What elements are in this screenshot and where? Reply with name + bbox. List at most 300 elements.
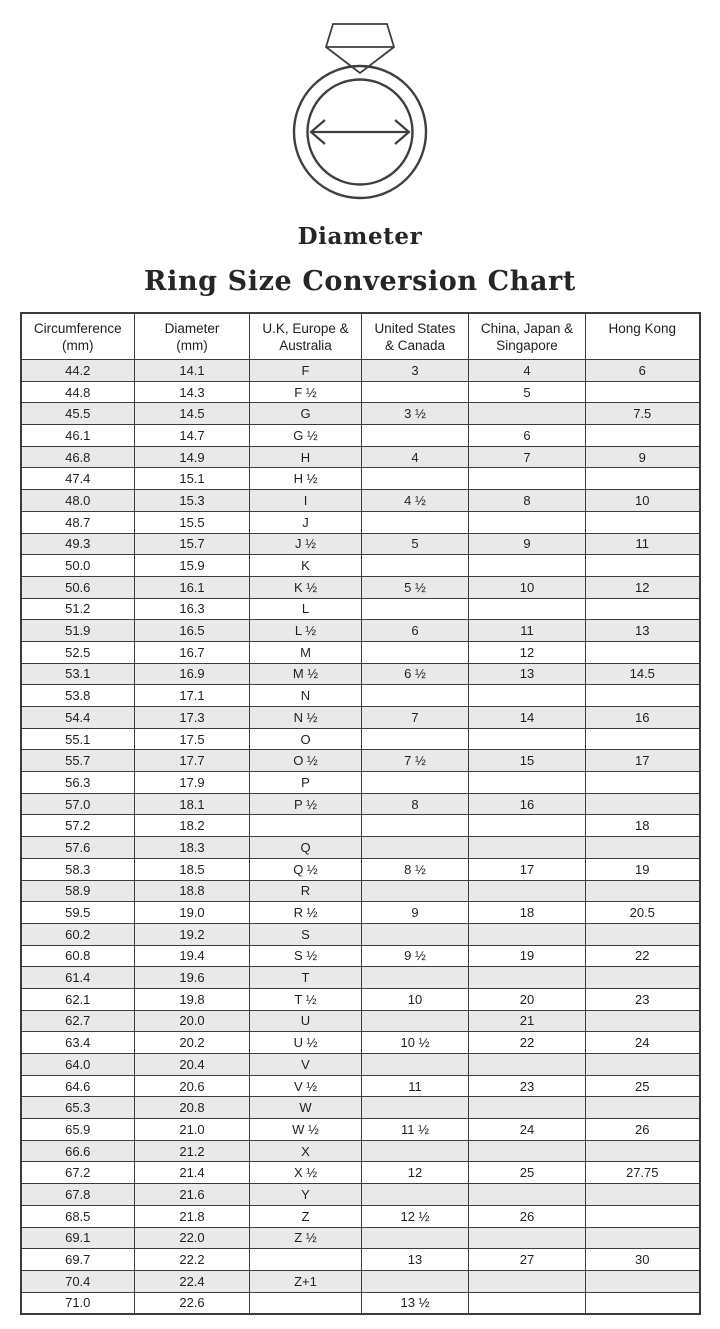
cell-circumference-mm: 69.7 — [21, 1249, 135, 1271]
cell-hong-kong: 13 — [586, 620, 700, 642]
cell-diameter-mm: 18.8 — [135, 880, 250, 902]
cell-circumference-mm: 49.3 — [21, 533, 135, 555]
cell-diameter-mm: 19.6 — [135, 967, 250, 989]
cell-hong-kong — [586, 728, 700, 750]
cell-china-japan-singapore — [469, 772, 586, 794]
cell-uk-europe-australia: M — [250, 641, 362, 663]
table-row — [21, 1075, 700, 1097]
cell-circumference-mm: 66.6 — [21, 1140, 135, 1162]
cell-us-canada: 9 — [362, 902, 469, 924]
cell-china-japan-singapore — [469, 1054, 586, 1076]
cell-china-japan-singapore: 8 — [469, 490, 586, 512]
col-header-china-japan-singapore: China, Japan & Singapore — [469, 313, 586, 360]
cell-diameter-mm: 18.5 — [135, 858, 250, 880]
cell-china-japan-singapore: 24 — [469, 1119, 586, 1141]
cell-hong-kong: 22 — [586, 945, 700, 967]
cell-us-canada — [362, 1054, 469, 1076]
cell-uk-europe-australia: X — [250, 1140, 362, 1162]
cell-circumference-mm: 64.6 — [21, 1075, 135, 1097]
cell-uk-europe-australia: R — [250, 880, 362, 902]
cell-china-japan-singapore — [469, 728, 586, 750]
col-header-uk-europe-australia: U.K, Europe & Australia — [250, 313, 362, 360]
cell-us-canada: 9 ½ — [362, 945, 469, 967]
table-row — [21, 468, 700, 490]
cell-china-japan-singapore — [469, 1097, 586, 1119]
cell-hong-kong — [586, 511, 700, 533]
cell-china-japan-singapore — [469, 511, 586, 533]
table-row — [21, 880, 700, 902]
table-row — [21, 1205, 700, 1227]
cell-diameter-mm: 20.0 — [135, 1010, 250, 1032]
cell-china-japan-singapore: 4 — [469, 360, 586, 382]
cell-hong-kong: 23 — [586, 988, 700, 1010]
cell-uk-europe-australia: L — [250, 598, 362, 620]
table-row — [21, 902, 700, 924]
table-row — [21, 381, 700, 403]
cell-china-japan-singapore: 26 — [469, 1205, 586, 1227]
cell-hong-kong — [586, 1140, 700, 1162]
cell-circumference-mm: 48.0 — [21, 490, 135, 512]
cell-hong-kong: 24 — [586, 1032, 700, 1054]
table-row — [21, 598, 700, 620]
cell-uk-europe-australia: W — [250, 1097, 362, 1119]
cell-china-japan-singapore: 13 — [469, 663, 586, 685]
cell-uk-europe-australia — [250, 1292, 362, 1314]
cell-hong-kong: 17 — [586, 750, 700, 772]
cell-circumference-mm: 58.3 — [21, 858, 135, 880]
table-row — [21, 793, 700, 815]
cell-us-canada: 5 ½ — [362, 576, 469, 598]
cell-hong-kong: 16 — [586, 707, 700, 729]
cell-china-japan-singapore: 10 — [469, 576, 586, 598]
cell-uk-europe-australia: V ½ — [250, 1075, 362, 1097]
cell-us-canada — [362, 381, 469, 403]
cell-uk-europe-australia: G ½ — [250, 425, 362, 447]
cell-us-canada: 13 — [362, 1249, 469, 1271]
table-row — [21, 533, 700, 555]
cell-circumference-mm: 70.4 — [21, 1270, 135, 1292]
cell-uk-europe-australia: S — [250, 923, 362, 945]
cell-china-japan-singapore: 16 — [469, 793, 586, 815]
cell-uk-europe-australia: Q ½ — [250, 858, 362, 880]
cell-us-canada — [362, 511, 469, 533]
cell-uk-europe-australia: V — [250, 1054, 362, 1076]
cell-diameter-mm: 16.7 — [135, 641, 250, 663]
cell-china-japan-singapore: 12 — [469, 641, 586, 663]
cell-uk-europe-australia: Z ½ — [250, 1227, 362, 1249]
cell-china-japan-singapore — [469, 598, 586, 620]
cell-hong-kong — [586, 880, 700, 902]
cell-circumference-mm: 51.2 — [21, 598, 135, 620]
cell-diameter-mm: 19.0 — [135, 902, 250, 924]
cell-circumference-mm: 71.0 — [21, 1292, 135, 1314]
cell-us-canada: 6 — [362, 620, 469, 642]
table-row — [21, 490, 700, 512]
cell-us-canada: 13 ½ — [362, 1292, 469, 1314]
col-header-hong-kong: Hong Kong — [586, 313, 700, 360]
cell-us-canada — [362, 1010, 469, 1032]
cell-circumference-mm: 53.1 — [21, 663, 135, 685]
cell-china-japan-singapore: 22 — [469, 1032, 586, 1054]
cell-us-canada — [362, 1270, 469, 1292]
table-row — [21, 1249, 700, 1271]
table-row — [21, 1054, 700, 1076]
table-row — [21, 772, 700, 794]
table-row — [21, 620, 700, 642]
cell-china-japan-singapore: 27 — [469, 1249, 586, 1271]
cell-china-japan-singapore: 19 — [469, 945, 586, 967]
cell-us-canada — [362, 555, 469, 577]
table-row — [21, 663, 700, 685]
cell-diameter-mm: 20.2 — [135, 1032, 250, 1054]
cell-circumference-mm: 68.5 — [21, 1205, 135, 1227]
cell-diameter-mm: 15.5 — [135, 511, 250, 533]
cell-china-japan-singapore: 20 — [469, 988, 586, 1010]
cell-uk-europe-australia: F ½ — [250, 381, 362, 403]
cell-uk-europe-australia: O ½ — [250, 750, 362, 772]
cell-diameter-mm: 15.9 — [135, 555, 250, 577]
cell-uk-europe-australia: F — [250, 360, 362, 382]
cell-us-canada: 10 — [362, 988, 469, 1010]
cell-hong-kong — [586, 1270, 700, 1292]
cell-circumference-mm: 63.4 — [21, 1032, 135, 1054]
table-row — [21, 1119, 700, 1141]
cell-circumference-mm: 69.1 — [21, 1227, 135, 1249]
cell-circumference-mm: 67.8 — [21, 1184, 135, 1206]
cell-diameter-mm: 15.3 — [135, 490, 250, 512]
cell-hong-kong: 11 — [586, 533, 700, 555]
cell-circumference-mm: 57.2 — [21, 815, 135, 837]
cell-circumference-mm: 67.2 — [21, 1162, 135, 1184]
cell-china-japan-singapore — [469, 1270, 586, 1292]
table-row — [21, 815, 700, 837]
cell-hong-kong: 30 — [586, 1249, 700, 1271]
cell-diameter-mm: 22.4 — [135, 1270, 250, 1292]
cell-uk-europe-australia: Y — [250, 1184, 362, 1206]
cell-us-canada: 3 — [362, 360, 469, 382]
cell-circumference-mm: 62.7 — [21, 1010, 135, 1032]
cell-hong-kong — [586, 685, 700, 707]
cell-diameter-mm: 17.9 — [135, 772, 250, 794]
cell-uk-europe-australia — [250, 1249, 362, 1271]
cell-china-japan-singapore: 14 — [469, 707, 586, 729]
table-row — [21, 403, 700, 425]
cell-us-canada — [362, 1227, 469, 1249]
cell-diameter-mm: 20.8 — [135, 1097, 250, 1119]
cell-uk-europe-australia: S ½ — [250, 945, 362, 967]
cell-us-canada — [362, 425, 469, 447]
cell-circumference-mm: 48.7 — [21, 511, 135, 533]
cell-circumference-mm: 44.2 — [21, 360, 135, 382]
cell-diameter-mm: 21.2 — [135, 1140, 250, 1162]
cell-uk-europe-australia: N — [250, 685, 362, 707]
cell-circumference-mm: 46.8 — [21, 446, 135, 468]
cell-china-japan-singapore: 17 — [469, 858, 586, 880]
col-header-diameter-mm: Diameter (mm) — [135, 313, 250, 360]
cell-circumference-mm: 60.2 — [21, 923, 135, 945]
cell-circumference-mm: 64.0 — [21, 1054, 135, 1076]
table-row — [21, 360, 700, 382]
cell-uk-europe-australia: Q — [250, 837, 362, 859]
cell-diameter-mm: 21.4 — [135, 1162, 250, 1184]
cell-hong-kong: 10 — [586, 490, 700, 512]
cell-diameter-mm: 22.6 — [135, 1292, 250, 1314]
cell-circumference-mm: 52.5 — [21, 641, 135, 663]
cell-china-japan-singapore — [469, 1184, 586, 1206]
table-row — [21, 555, 700, 577]
table-row — [21, 576, 700, 598]
col-header-circumference-mm: Circumference (mm) — [21, 313, 135, 360]
cell-uk-europe-australia: Z — [250, 1205, 362, 1227]
cell-uk-europe-australia: G — [250, 403, 362, 425]
table-row — [21, 1270, 700, 1292]
cell-china-japan-singapore: 21 — [469, 1010, 586, 1032]
cell-us-canada: 10 ½ — [362, 1032, 469, 1054]
cell-circumference-mm: 55.1 — [21, 728, 135, 750]
cell-china-japan-singapore: 5 — [469, 381, 586, 403]
cell-us-canada: 12 ½ — [362, 1205, 469, 1227]
ring-size-conversion-table — [20, 312, 701, 1315]
cell-diameter-mm: 14.3 — [135, 381, 250, 403]
table-row — [21, 511, 700, 533]
cell-hong-kong: 14.5 — [586, 663, 700, 685]
cell-uk-europe-australia: J ½ — [250, 533, 362, 555]
cell-circumference-mm: 56.3 — [21, 772, 135, 794]
cell-us-canada: 8 ½ — [362, 858, 469, 880]
cell-hong-kong — [586, 1010, 700, 1032]
cell-china-japan-singapore — [469, 1227, 586, 1249]
cell-us-canada — [362, 468, 469, 490]
cell-us-canada: 4 — [362, 446, 469, 468]
cell-diameter-mm: 16.1 — [135, 576, 250, 598]
cell-us-canada — [362, 837, 469, 859]
cell-hong-kong — [586, 1054, 700, 1076]
cell-china-japan-singapore — [469, 880, 586, 902]
cell-china-japan-singapore: 11 — [469, 620, 586, 642]
cell-us-canada: 11 ½ — [362, 1119, 469, 1141]
cell-hong-kong: 25 — [586, 1075, 700, 1097]
table-row — [21, 728, 700, 750]
table-row — [21, 707, 700, 729]
cell-china-japan-singapore: 18 — [469, 902, 586, 924]
cell-circumference-mm: 54.4 — [21, 707, 135, 729]
cell-us-canada: 11 — [362, 1075, 469, 1097]
cell-us-canada: 5 — [362, 533, 469, 555]
cell-uk-europe-australia: H — [250, 446, 362, 468]
ring-diagram — [0, 0, 720, 200]
table-row — [21, 1097, 700, 1119]
cell-hong-kong — [586, 425, 700, 447]
cell-uk-europe-australia: H ½ — [250, 468, 362, 490]
cell-hong-kong: 26 — [586, 1119, 700, 1141]
cell-circumference-mm: 57.6 — [21, 837, 135, 859]
cell-diameter-mm: 17.5 — [135, 728, 250, 750]
cell-uk-europe-australia: T ½ — [250, 988, 362, 1010]
cell-diameter-mm: 14.9 — [135, 446, 250, 468]
col-header-us-canada: United States & Canada — [362, 313, 469, 360]
cell-circumference-mm: 47.4 — [21, 468, 135, 490]
cell-diameter-mm: 18.3 — [135, 837, 250, 859]
cell-uk-europe-australia: U ½ — [250, 1032, 362, 1054]
cell-uk-europe-australia: Z+1 — [250, 1270, 362, 1292]
table-row — [21, 858, 700, 880]
page-title: Ring Size Conversion Chart — [144, 266, 576, 297]
cell-hong-kong: 7.5 — [586, 403, 700, 425]
cell-us-canada — [362, 641, 469, 663]
cell-us-canada — [362, 815, 469, 837]
cell-circumference-mm: 53.8 — [21, 685, 135, 707]
cell-circumference-mm: 59.5 — [21, 902, 135, 924]
cell-us-canada: 12 — [362, 1162, 469, 1184]
cell-circumference-mm: 65.9 — [21, 1119, 135, 1141]
cell-hong-kong — [586, 381, 700, 403]
cell-us-canada — [362, 1097, 469, 1119]
cell-hong-kong: 6 — [586, 360, 700, 382]
cell-diameter-mm: 19.4 — [135, 945, 250, 967]
cell-diameter-mm: 18.1 — [135, 793, 250, 815]
cell-diameter-mm: 16.5 — [135, 620, 250, 642]
cell-us-canada — [362, 685, 469, 707]
cell-diameter-mm: 21.0 — [135, 1119, 250, 1141]
cell-uk-europe-australia: W ½ — [250, 1119, 362, 1141]
cell-china-japan-singapore — [469, 1292, 586, 1314]
cell-us-canada — [362, 728, 469, 750]
cell-uk-europe-australia: K ½ — [250, 576, 362, 598]
cell-uk-europe-australia: K — [250, 555, 362, 577]
cell-hong-kong — [586, 837, 700, 859]
table-row — [21, 1184, 700, 1206]
ring-diameter-icon — [279, 20, 441, 200]
table-row — [21, 446, 700, 468]
table-row — [21, 750, 700, 772]
cell-circumference-mm: 62.1 — [21, 988, 135, 1010]
cell-hong-kong — [586, 923, 700, 945]
cell-hong-kong: 9 — [586, 446, 700, 468]
cell-china-japan-singapore: 7 — [469, 446, 586, 468]
table-row — [21, 1227, 700, 1249]
table-row — [21, 1010, 700, 1032]
table-row — [21, 425, 700, 447]
table-row — [21, 923, 700, 945]
cell-us-canada: 3 ½ — [362, 403, 469, 425]
cell-circumference-mm: 44.8 — [21, 381, 135, 403]
cell-diameter-mm: 17.7 — [135, 750, 250, 772]
cell-hong-kong — [586, 1227, 700, 1249]
cell-china-japan-singapore: 15 — [469, 750, 586, 772]
cell-hong-kong — [586, 1097, 700, 1119]
diameter-arrow-icon — [311, 120, 409, 144]
cell-circumference-mm: 45.5 — [21, 403, 135, 425]
cell-us-canada: 4 ½ — [362, 490, 469, 512]
table-row — [21, 1032, 700, 1054]
cell-diameter-mm: 20.4 — [135, 1054, 250, 1076]
cell-us-canada — [362, 880, 469, 902]
cell-diameter-mm: 14.7 — [135, 425, 250, 447]
table-body — [21, 360, 700, 1314]
cell-hong-kong — [586, 468, 700, 490]
table-header-row — [21, 313, 700, 360]
cell-hong-kong: 20.5 — [586, 902, 700, 924]
cell-diameter-mm: 17.1 — [135, 685, 250, 707]
cell-circumference-mm: 55.7 — [21, 750, 135, 772]
cell-china-japan-singapore: 9 — [469, 533, 586, 555]
cell-china-japan-singapore — [469, 685, 586, 707]
cell-china-japan-singapore — [469, 923, 586, 945]
cell-circumference-mm: 50.6 — [21, 576, 135, 598]
cell-china-japan-singapore — [469, 403, 586, 425]
cell-hong-kong — [586, 1205, 700, 1227]
cell-diameter-mm: 14.1 — [135, 360, 250, 382]
cell-china-japan-singapore — [469, 1140, 586, 1162]
cell-us-canada — [362, 923, 469, 945]
table-row — [21, 967, 700, 989]
cell-hong-kong — [586, 793, 700, 815]
cell-hong-kong — [586, 1292, 700, 1314]
cell-china-japan-singapore: 6 — [469, 425, 586, 447]
cell-diameter-mm: 19.2 — [135, 923, 250, 945]
cell-diameter-mm: 22.2 — [135, 1249, 250, 1271]
cell-diameter-mm: 22.0 — [135, 1227, 250, 1249]
cell-diameter-mm: 21.8 — [135, 1205, 250, 1227]
cell-hong-kong — [586, 598, 700, 620]
cell-uk-europe-australia: P ½ — [250, 793, 362, 815]
cell-hong-kong — [586, 555, 700, 577]
cell-us-canada — [362, 1140, 469, 1162]
cell-circumference-mm: 46.1 — [21, 425, 135, 447]
table-row — [21, 1140, 700, 1162]
cell-circumference-mm: 58.9 — [21, 880, 135, 902]
cell-hong-kong — [586, 772, 700, 794]
cell-uk-europe-australia — [250, 815, 362, 837]
cell-diameter-mm: 21.6 — [135, 1184, 250, 1206]
cell-uk-europe-australia: M ½ — [250, 663, 362, 685]
cell-diameter-mm: 16.3 — [135, 598, 250, 620]
cell-circumference-mm: 60.8 — [21, 945, 135, 967]
cell-diameter-mm: 19.8 — [135, 988, 250, 1010]
cell-hong-kong: 19 — [586, 858, 700, 880]
cell-us-canada — [362, 967, 469, 989]
table-row — [21, 988, 700, 1010]
cell-us-canada — [362, 1184, 469, 1206]
cell-uk-europe-australia: T — [250, 967, 362, 989]
table-row — [21, 1162, 700, 1184]
cell-circumference-mm: 51.9 — [21, 620, 135, 642]
cell-diameter-mm: 17.3 — [135, 707, 250, 729]
cell-hong-kong: 12 — [586, 576, 700, 598]
cell-china-japan-singapore — [469, 837, 586, 859]
cell-diameter-mm: 14.5 — [135, 403, 250, 425]
table-row — [21, 837, 700, 859]
cell-diameter-mm: 15.7 — [135, 533, 250, 555]
cell-uk-europe-australia: N ½ — [250, 707, 362, 729]
cell-uk-europe-australia: I — [250, 490, 362, 512]
cell-hong-kong — [586, 641, 700, 663]
cell-china-japan-singapore: 23 — [469, 1075, 586, 1097]
cell-uk-europe-australia: P — [250, 772, 362, 794]
cell-us-canada: 7 ½ — [362, 750, 469, 772]
cell-circumference-mm: 50.0 — [21, 555, 135, 577]
cell-uk-europe-australia: X ½ — [250, 1162, 362, 1184]
cell-china-japan-singapore — [469, 967, 586, 989]
cell-diameter-mm: 20.6 — [135, 1075, 250, 1097]
cell-us-canada: 6 ½ — [362, 663, 469, 685]
cell-uk-europe-australia: U — [250, 1010, 362, 1032]
cell-uk-europe-australia: L ½ — [250, 620, 362, 642]
cell-diameter-mm: 15.1 — [135, 468, 250, 490]
cell-china-japan-singapore — [469, 468, 586, 490]
cell-hong-kong — [586, 967, 700, 989]
cell-hong-kong — [586, 1184, 700, 1206]
